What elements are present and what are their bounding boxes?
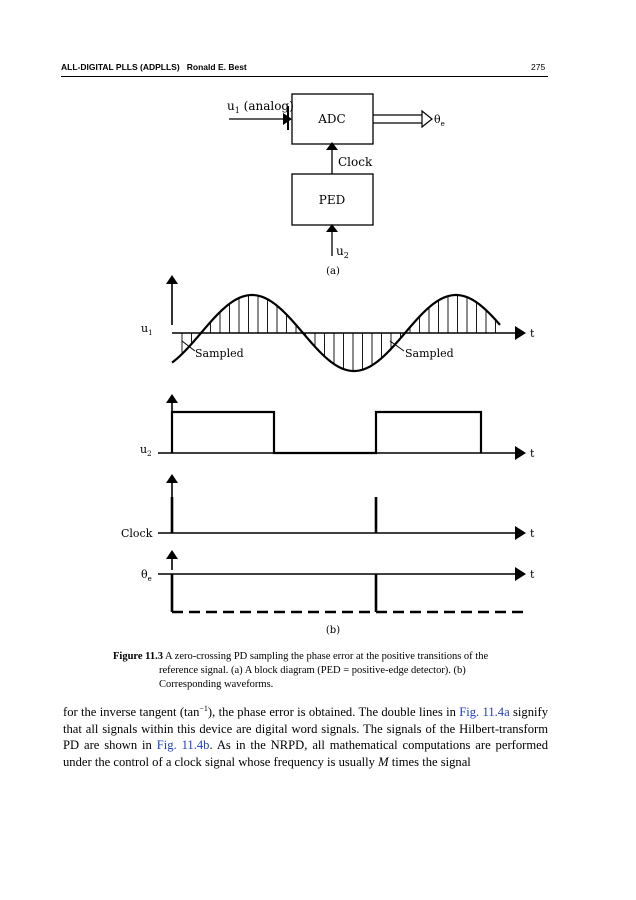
author-name: Ronald E. Best [186, 62, 247, 72]
output-arrowhead [422, 111, 432, 127]
figure-number: Figure 11.3 [113, 651, 163, 662]
theta-axis-label: $\theta_e$ [141, 568, 152, 583]
u1-y-arrowhead [166, 275, 178, 284]
u1-axis-label: $u_1$ [141, 322, 153, 337]
output-theta-label: $\theta_e$ [434, 113, 445, 128]
clock-arrowhead [326, 142, 338, 150]
body-text-2: ), the phase error is obtained. The double lines in [207, 705, 460, 719]
theta-y-arrowhead [166, 550, 178, 559]
block-diagram [227, 94, 445, 277]
input-u1-label: $u_1$ (analog) [227, 99, 294, 115]
italic-m: M [378, 754, 389, 769]
theta-t-arrowhead [515, 567, 526, 581]
panel-b-label: (b) [325, 625, 341, 636]
u2-square-wave [172, 412, 481, 453]
fig-11-4a-link[interactable]: Fig. 11.4a [459, 705, 510, 719]
u1-t-label: t [530, 327, 535, 340]
page-number: 275 [531, 62, 546, 72]
adc-label: ADC [318, 112, 346, 126]
caption-line-2: reference signal. (a) A block diagram (PED = positive-edge detector). (b) [159, 665, 466, 676]
figure-caption [113, 650, 537, 692]
inverse-superscript: −1 [199, 703, 208, 713]
u2-t-label: t [530, 447, 535, 460]
body-text-4: . As in the NRPD, all mathematical computations are performed under the control of a clock signal whose frequency is usually [63, 738, 549, 769]
theta-t-label: t [530, 568, 535, 581]
body-text-3: signify that all signals within this device are digital word signals. The signals of the Hilbert-transform PD are shown in [63, 705, 548, 753]
caption-line-3: Corresponding waveforms. [159, 679, 274, 690]
u2-axis-label: $u_2$ [140, 443, 152, 458]
u1-t-arrowhead [515, 326, 526, 340]
fig-11-4b-link[interactable]: Fig. 11.4b [156, 738, 210, 753]
caption-line-1: A zero-crossing PD sampling the phase error at the positive transitions of the [165, 651, 489, 662]
ped-label: PED [318, 193, 346, 207]
u2-input-label: $u_2$ [336, 244, 349, 260]
clock-t-arrowhead [515, 526, 526, 540]
running-title: ALL-DIGITAL PLLS (ADPLLS) [61, 62, 180, 72]
body-text-1: for the inverse tangent (tan [63, 705, 200, 719]
clock-y-arrowhead [166, 474, 178, 483]
waveforms [121, 275, 535, 636]
clock-axis-label: Clock [121, 527, 153, 540]
body-text-5: times the signal [388, 754, 471, 769]
sampled-left-label: Sampled [195, 347, 244, 360]
u2-t-arrowhead [515, 446, 526, 460]
clock-signal-label: Clock [338, 155, 373, 169]
clock-t-label: t [530, 527, 535, 540]
sampled-right-label: Sampled [405, 347, 454, 360]
body-paragraph [63, 704, 548, 770]
u2-y-arrowhead [166, 394, 178, 403]
panel-a-label: (a) [326, 266, 340, 277]
